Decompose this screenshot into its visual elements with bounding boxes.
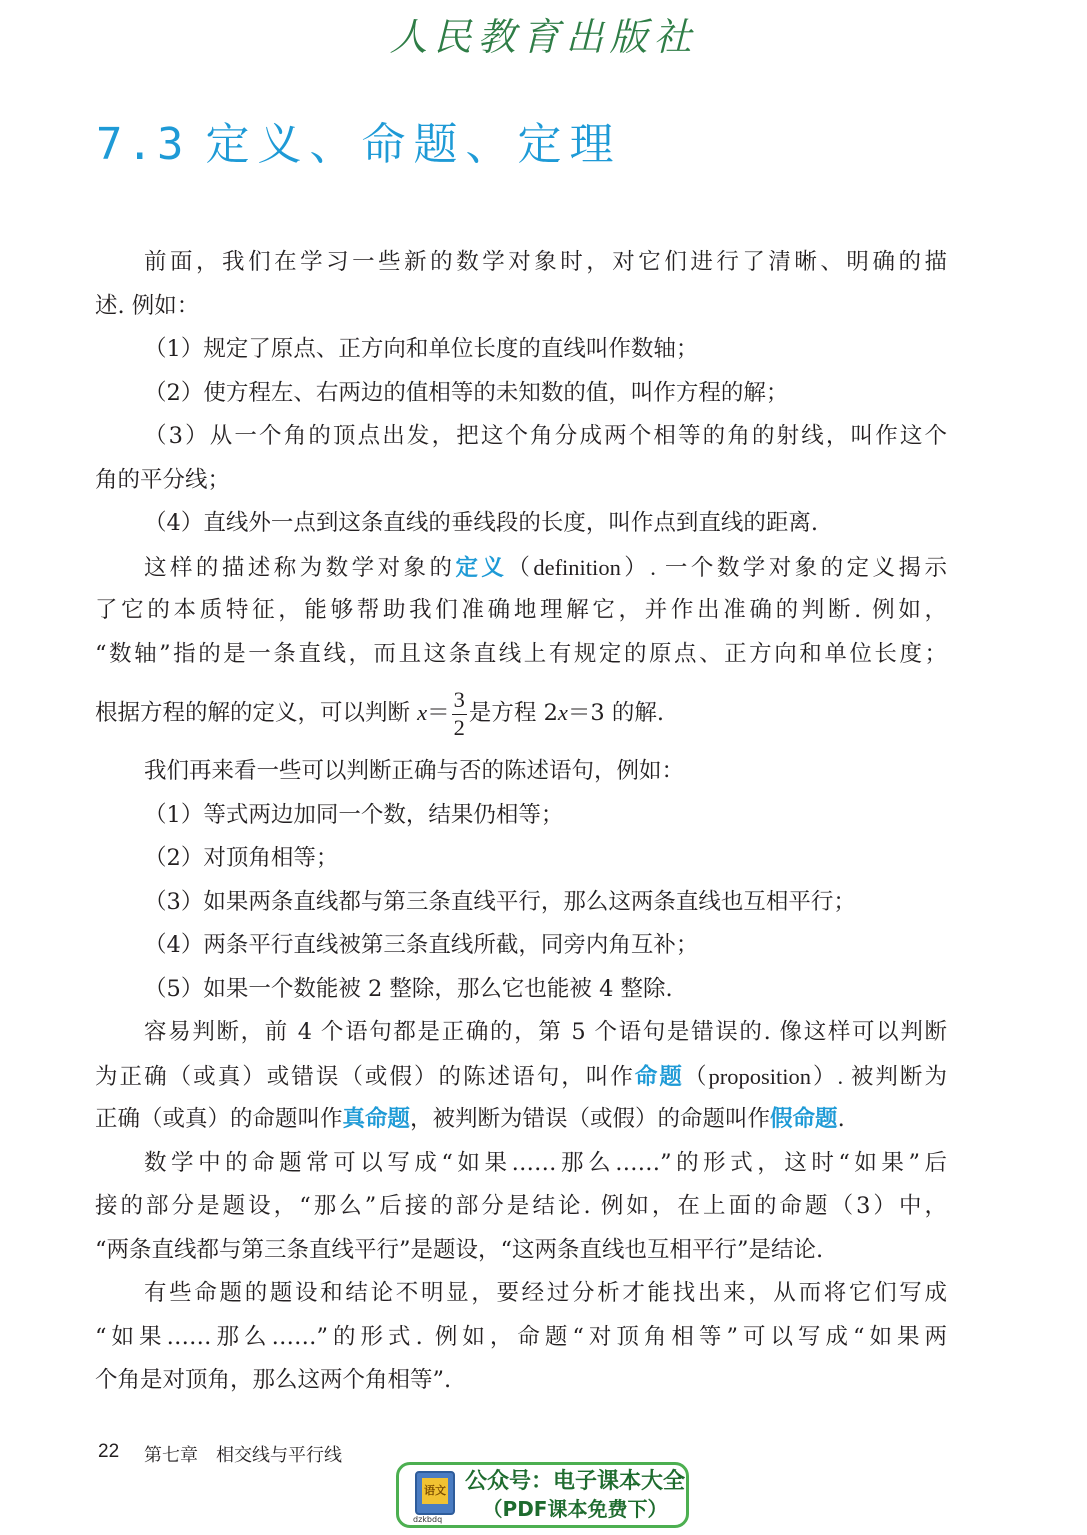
paragraph-line: 前面，我们在学习一些新的数学对象时，对它们进行了清晰、明确的描 bbox=[144, 249, 947, 275]
text: ，被判断为错误（或假）的命题叫作 bbox=[410, 1106, 771, 1132]
badge-line-2: （PDF课本免费下） bbox=[482, 1497, 668, 1521]
text: （proposition）. 被判断为 bbox=[683, 1063, 947, 1089]
badge-text bbox=[465, 1468, 685, 1522]
term-false-proposition: 假命题 bbox=[770, 1106, 838, 1132]
definition-item: （1）规定了原点、正方向和单位长度的直线叫作数轴； bbox=[144, 336, 699, 362]
math-equals: ＝ bbox=[427, 700, 450, 726]
fraction-numerator: 3 bbox=[452, 689, 467, 715]
page-number: 22 bbox=[98, 1441, 120, 1462]
badge-line-1: 公众号：电子课本大全 bbox=[465, 1469, 686, 1494]
paragraph-line: 接的部分是题设，“那么”后接的部分是结论. 例如，在上面的命题（3）中， bbox=[95, 1193, 947, 1219]
definition-item-cont: 角的平分线； bbox=[95, 466, 231, 493]
badge-icon-label: dzkbdq bbox=[413, 1515, 443, 1524]
definition-item: （4）直线外一点到这条直线的垂线段的长度，叫作点到直线的距离. bbox=[144, 510, 818, 536]
definition-item: （2）使方程左、右两边的值相等的未知数的值，叫作方程的解； bbox=[144, 379, 789, 406]
paragraph-line: 个角是对顶角，那么这两个角相等”. bbox=[95, 1367, 452, 1393]
statement-item: （2）对顶角相等； bbox=[144, 845, 339, 871]
text: 是方程 2 bbox=[468, 700, 558, 726]
paragraph-line: 了它的本质特征，能够帮助我们准确地理解它，并作出准确的判断. 例如， bbox=[95, 597, 947, 623]
watermark-badge[interactable] bbox=[396, 1462, 689, 1528]
text: ＝3 的解. bbox=[567, 700, 665, 726]
chapter-label: 第七章 bbox=[144, 1445, 198, 1466]
body-text bbox=[95, 241, 947, 1403]
paragraph-line: “两条直线都与第三条直线平行”是题设，“这两条直线也互相平行”是结论. bbox=[95, 1236, 824, 1263]
text: . bbox=[837, 1106, 845, 1132]
paragraph-line bbox=[95, 1055, 947, 1099]
statement-item: （5）如果一个数能被 2 整除，那么它也能被 4 整除. bbox=[144, 975, 673, 1002]
running-footer bbox=[144, 1441, 360, 1467]
text: 这样的描述称为数学对象的 bbox=[144, 554, 456, 581]
paragraph-line: 我们再来看一些可以判断正确与否的陈述语句，例如： bbox=[144, 758, 685, 784]
statement-item: （4）两条平行直线被第三条直线所截，同旁内角互补； bbox=[144, 932, 699, 958]
paragraph-line: 容易判断，前 4 个语句都是正确的，第 5 个语句是错误的. 像这样可以判断 bbox=[144, 1019, 947, 1045]
paragraph-line-formula bbox=[95, 676, 947, 750]
term-true-proposition: 真命题 bbox=[342, 1106, 411, 1132]
section-number: 7.3 bbox=[96, 119, 188, 170]
paragraph-line: “如果……那么……”的形式. 例如，命题“对顶角相等”可以写成“如果两 bbox=[95, 1323, 947, 1350]
term-definition: 定义 bbox=[455, 554, 508, 581]
text: 根据方程的解的定义，可以判断 bbox=[95, 700, 418, 726]
statement-item: （1）等式两边加同一个数，结果仍相等； bbox=[144, 801, 564, 828]
fraction-denominator: 2 bbox=[453, 714, 465, 740]
publisher-logo-text: 人民教育出版社 bbox=[389, 15, 698, 59]
math-variable: x bbox=[557, 700, 568, 725]
paragraph-line: “数轴”指的是一条直线，而且这条直线上有规定的原点、正方向和单位长度； bbox=[95, 640, 947, 667]
book-cover-text: 语文 bbox=[422, 1478, 448, 1504]
paragraph-line bbox=[95, 1098, 947, 1142]
section-heading bbox=[96, 108, 621, 172]
paragraph-line: 述. 例如： bbox=[95, 292, 200, 319]
text: 正确（或真）的命题叫作 bbox=[95, 1106, 343, 1132]
paragraph-line: 数学中的命题常可以写成“如果……那么……”的形式，这时“如果”后 bbox=[144, 1149, 947, 1176]
paragraph-line: 有些命题的题设和结论不明显，要经过分析才能找出来，从而将它们写成 bbox=[144, 1280, 947, 1306]
chapter-title: 相交线与平行线 bbox=[216, 1445, 342, 1466]
term-proposition: 命题 bbox=[634, 1063, 684, 1090]
book-icon bbox=[415, 1471, 455, 1515]
text: 为正确（或真）或错误（或假）的陈述语句，叫作 bbox=[95, 1063, 635, 1090]
math-variable: x bbox=[417, 700, 428, 725]
definition-item: （3）从一个角的顶点出发，把这个角分成两个相等的角的射线，叫作这个 bbox=[144, 423, 947, 449]
paragraph-line bbox=[95, 546, 947, 590]
math-fraction bbox=[452, 689, 467, 739]
text: （definition）. 一个数学对象的定义揭示 bbox=[507, 554, 947, 580]
statement-item: （3）如果两条直线都与第三条直线平行，那么这两条直线也互相平行； bbox=[144, 888, 856, 915]
section-title: 定义、命题、定理 bbox=[205, 119, 622, 170]
